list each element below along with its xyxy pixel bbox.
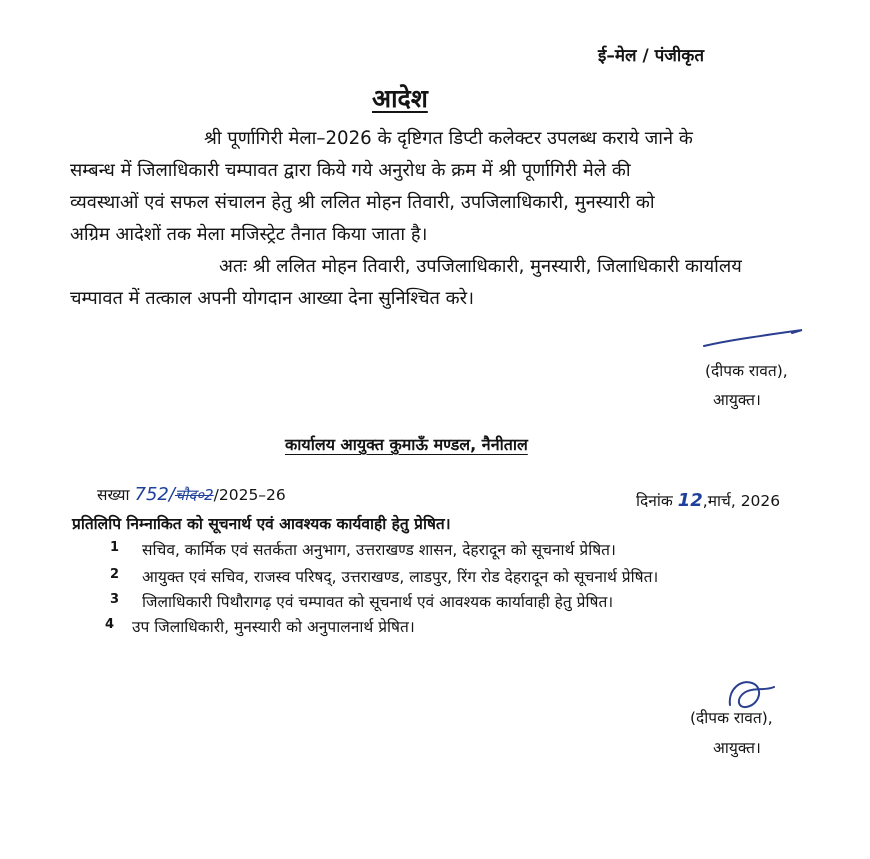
reference-number-handwritten: 752/ — [134, 484, 175, 505]
date-handwritten: 12 — [677, 490, 703, 511]
body-line: चम्पावत में तत्काल अपनी योगदान आख्या देना सुनिश्चित करे। — [70, 288, 474, 309]
body-line: अग्रिम आदेशों तक मेला मजिस्ट्रेट तैनात किया जाता है। — [70, 224, 428, 245]
list-item-number: 2 — [110, 567, 120, 582]
signatory-designation: आयुक्त। — [713, 391, 761, 409]
document-title: आदेश — [372, 84, 428, 113]
signatory-name: (दीपक रावत), — [690, 709, 773, 727]
list-item: सचिव, कार्मिक एवं सतर्कता अनुभाग, उत्तराखण्ड शासन, देहरादून को सूचनार्थ प्रेषित। — [142, 541, 616, 559]
reference-number-label: सख्या — [97, 486, 130, 504]
list-item-number: 1 — [110, 540, 120, 555]
list-item-number: 4 — [105, 617, 115, 632]
date-label: दिनांक — [636, 492, 673, 510]
list-item-number: 3 — [110, 592, 120, 607]
date-rest: ,मार्च, 2026 — [702, 492, 781, 510]
list-item: उप जिलाधिकारी, मुनस्यारी को अनुपालनार्थ प्रेषित। — [132, 618, 415, 636]
body-line: व्यवस्थाओं एवं सफल संचालन हेतु श्री ललित मोहन तिवारी, उपजिलाधिकारी, मुनस्यारी को — [70, 192, 655, 213]
body-line: श्री पूर्णागिरी मेला–2026 के दृष्टिगत डिप्टी कलेक्टर उपलब्ध कराये जाने के — [204, 128, 693, 149]
signatory-name: (दीपक रावत), — [705, 362, 788, 380]
list-item: आयुक्त एवं सचिव, राजस्व परिषद्, उत्तराखण्ड, लाडपुर, रिंग रोड देहरादून को सूचनार्थ प्रेषित। — [142, 568, 659, 586]
reference-date — [636, 489, 780, 511]
body-line: अतः श्री ललित मोहन तिवारी, उपजिलाधिकारी, मुनस्यारी, जिलाधिकारी कार्यालय — [219, 256, 742, 277]
list-item: जिलाधिकारी पिथौरागढ़ एवं चम्पावत को सूचनार्थ एवं आवश्यक कार्यावाही हेतु प्रेषित। — [142, 593, 614, 611]
reference-number-suffix: /2025–26 — [213, 486, 286, 504]
reference-number — [97, 483, 286, 505]
dispatch-mode: ई–मेल / पंजीकृत — [598, 46, 705, 66]
signatory-designation: आयुक्त। — [713, 739, 761, 757]
signature-mark — [700, 324, 810, 354]
office-heading: कार्यालय आयुक्त कुमाऊँ मण्डल, नैनीताल — [285, 435, 528, 454]
body-line: सम्बन्ध में जिलाधिकारी चम्पावत द्वारा किये गये अनुरोध के क्रम में श्री पूर्णागिरी मेले की — [70, 160, 631, 181]
reference-number-struck: चौद०2 — [174, 486, 214, 504]
copy-heading: प्रतिलिपि निम्नाकित को सूचनार्थ एवं आवश्यक कार्यवाही हेतु प्रेषित। — [72, 515, 451, 533]
